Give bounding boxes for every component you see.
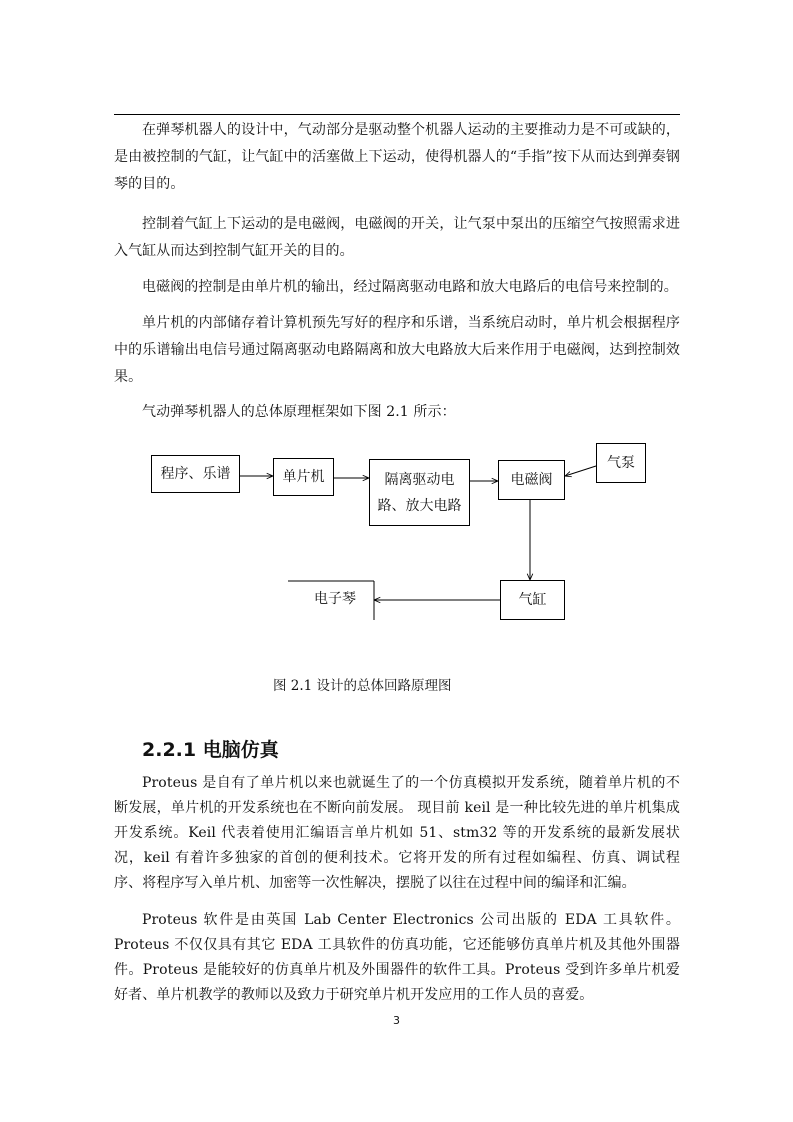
figure-caption: 图 2.1 设计的总体回路原理图 (273, 678, 452, 694)
box-cylinder: 气缸 (500, 580, 565, 620)
paragraph-3: 电磁阀的控制是由单片机的输出，经过隔离驱动电路和放大电路后的电信号来控制的。 (142, 279, 678, 295)
paragraph-4: 单片机的内部储存着计算机预先写好的程序和乐谱，当系统启动时，单片机会根据程序中的乐谱输出电信号通过隔离驱动电路隔离和放大电路放大后来作用于电磁阀，达到控制效果。 (114, 315, 680, 385)
paragraph-6: Proteus 是自有了单片机以来也就诞生了的一个仿真模拟开发系统，随着单片机的不断发展，单片机的开发系统也在不断向前发展。 现目前 keil 是一种比较先进的单片机集成开发系统。Keil 代表着使用汇编语言单片机如 51、stm32 等的开发系统的最新发展状况，keil 有着许多独家的首创的便利技术。它将开发的所有过程如编程、仿真、调试程序、将程序写入单片机、加密等一次性解决，摆脱了以往在过程中间的编译和汇编。 (114, 775, 680, 891)
paragraph-7: Proteus 软件是由英国 Lab Center Electronics 公司出版的 EDA 工具软件。Proteus 不仅仅具有其它 EDA 工具软件的仿真功能，它还能够仿真单片机及其他外围器件。Proteus 是能较好的仿真单片机及外围器件的软件工具。Proteus 受到许多单片机爱好者、单片机教学的教师以及致力于研究单片机开发应用的工作人员的喜爱。 (114, 912, 680, 1003)
page-number: 3 (393, 1014, 400, 1027)
box-isolation-amplifier (369, 459, 470, 526)
box-program-score: 程序、乐谱 (151, 455, 240, 493)
isolation-label-line2: 路、放大电路 (377, 497, 462, 514)
paragraph-2: 控制着气缸上下运动的是电磁阀，电磁阀的开关，让气泵中泵出的压缩空气按照需求进入气缸从而达到控制气缸开关的目的。 (114, 216, 680, 259)
paragraph-1: 在弹琴机器人的设计中，气动部分是驱动整个机器人运动的主要推动力是不可或缺的，是由被控制的气缸，让气缸中的活塞做上下运动，使得机器人的“手指”按下从而达到弹奏钢琴的目的。 (114, 122, 680, 192)
arrow-pump-to-solenoid (565, 466, 596, 476)
box-solenoid-valve: 电磁阀 (498, 460, 565, 500)
box-air-pump: 气泵 (596, 443, 646, 483)
section-heading: 2.2.1 电脑仿真 (142, 739, 279, 761)
isolation-label-line1: 隔离驱动电 (384, 471, 455, 488)
paragraph-5: 气动弹琴机器人的总体原理框架如下图 2.1 所示： (142, 404, 456, 420)
label-piano: 电子琴 (314, 591, 356, 607)
box-mcu: 单片机 (273, 458, 334, 496)
